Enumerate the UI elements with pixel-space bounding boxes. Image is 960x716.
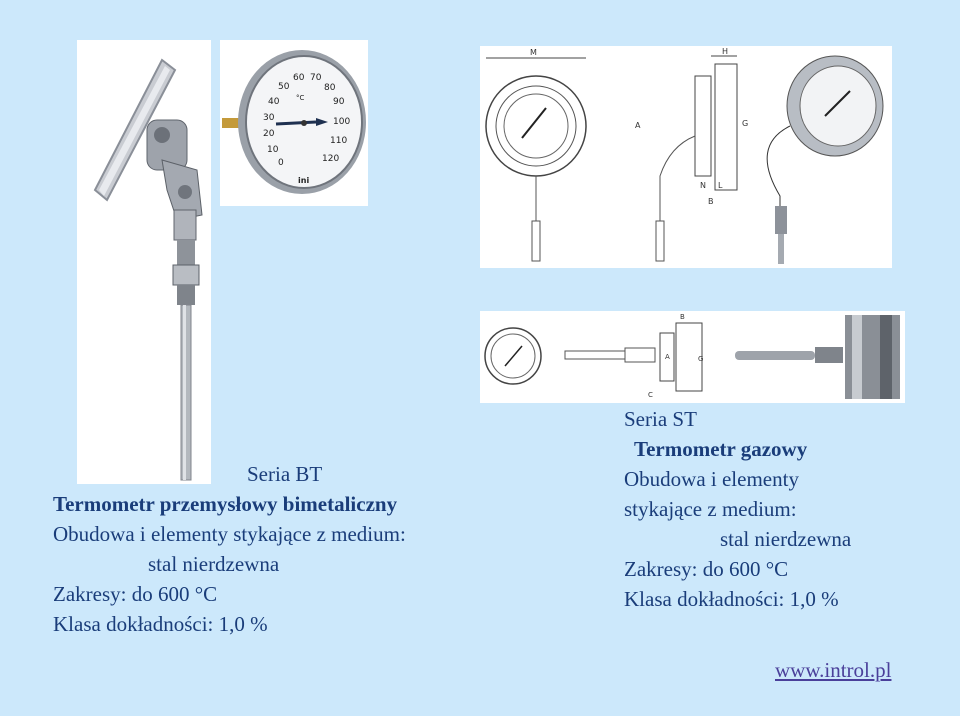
bt-material-line2: stal nierdzewna — [148, 552, 280, 576]
dim-label: G — [742, 119, 749, 128]
dim-label: C — [648, 391, 653, 399]
st-title: Termometr gazowy — [634, 437, 808, 461]
st-material-line3: stal nierdzewna — [720, 527, 852, 551]
dim-label: L — [718, 181, 723, 190]
dim-label: B — [680, 313, 685, 321]
website-link[interactable]: www.introl.pl — [775, 658, 892, 682]
bt-series: Seria BT — [247, 462, 323, 486]
bt-range: Zakresy: do 600 °C — [53, 582, 218, 606]
dial-number: 0 — [278, 158, 284, 168]
st-series: Seria ST — [624, 407, 697, 431]
dial-thermometer-photo — [220, 40, 368, 206]
dim-label: H — [722, 47, 729, 56]
dial-brand: ini — [298, 176, 310, 185]
gas-thermometer-side-photo — [480, 311, 905, 403]
dial-number: 20 — [263, 129, 275, 139]
st-material-line1: Obudowa i elementy — [624, 467, 799, 491]
dial-unit: °C — [296, 94, 305, 102]
bt-accuracy: Klasa dokładności: 1,0 % — [53, 612, 268, 636]
st-description — [624, 404, 851, 614]
dial-number: 40 — [268, 97, 280, 107]
dial-number: 60 — [293, 73, 305, 83]
bt-title: Termometr przemysłowy bimetaliczny — [53, 492, 398, 516]
dim-label: G — [698, 355, 704, 363]
bt-description — [53, 459, 406, 639]
dim-label: B — [708, 197, 714, 206]
dial-number: 30 — [263, 113, 275, 123]
dim-label: M — [530, 48, 537, 57]
dim-label: A — [635, 121, 641, 130]
bt-material-line1: Obudowa i elementy stykające z medium: — [53, 522, 406, 546]
dial-number: 110 — [330, 136, 348, 146]
dial-number: 50 — [278, 82, 290, 92]
dial-number: 80 — [324, 83, 336, 93]
dial-number: 120 — [322, 154, 340, 164]
st-material-line2: stykające z medium: — [624, 497, 797, 521]
gas-thermometer-drawing — [480, 46, 892, 268]
bimetal-thermometer-photo — [77, 40, 211, 484]
dim-label: A — [665, 353, 670, 361]
st-range: Zakresy: do 600 °C — [624, 557, 789, 581]
dial-number: 10 — [267, 145, 279, 155]
dial-number: 90 — [333, 97, 345, 107]
dial-number: 70 — [310, 73, 322, 83]
dim-label: N — [700, 181, 706, 190]
st-accuracy: Klasa dokładności: 1,0 % — [624, 587, 839, 611]
dial-number: 100 — [333, 117, 351, 127]
